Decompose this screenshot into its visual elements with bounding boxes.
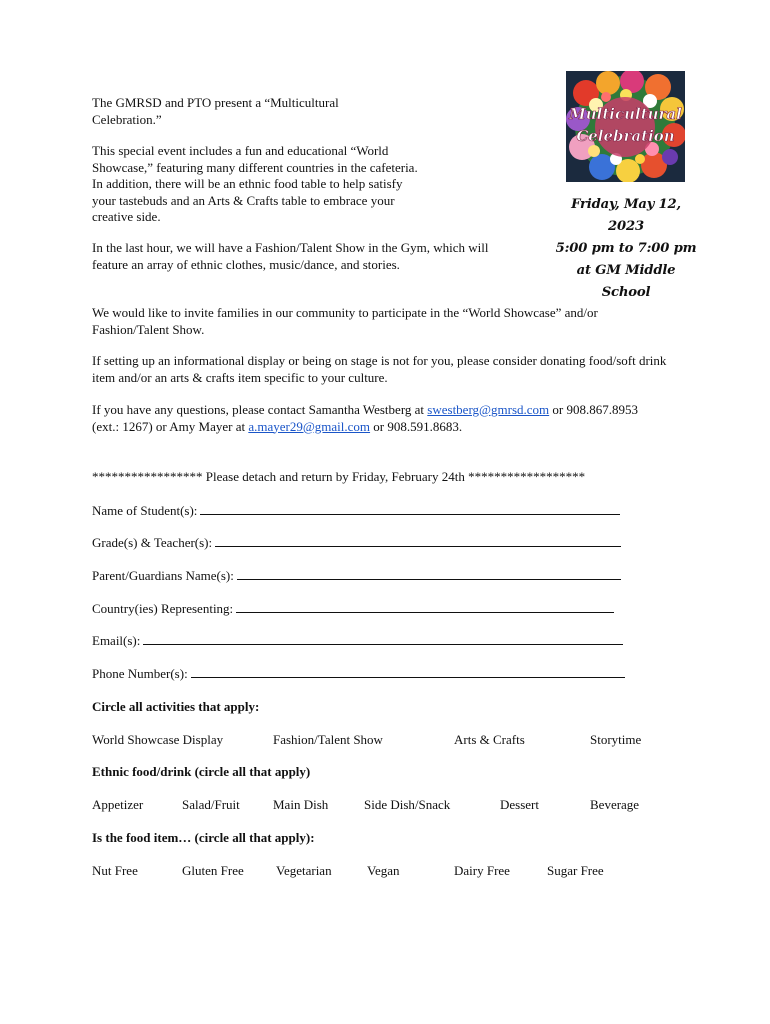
option-sugar-free[interactable]: Sugar Free <box>547 863 604 878</box>
phone-label: Phone Number(s): <box>92 666 188 681</box>
option-main-dish[interactable]: Main Dish <box>273 797 329 812</box>
country-label: Country(ies) Representing: <box>92 601 234 616</box>
option-gluten-free[interactable]: Gluten Free <box>182 863 244 878</box>
email-link-westberg[interactable]: swestberg@gmrsd.com <box>427 402 550 417</box>
food-options <box>92 797 692 815</box>
multicultural-celebration-logo <box>566 71 685 182</box>
option-vegetarian[interactable]: Vegetarian <box>276 863 332 878</box>
option-world-showcase-display[interactable]: World Showcase Display <box>92 732 224 747</box>
parent-name-field[interactable] <box>92 568 621 584</box>
event-details <box>553 194 699 304</box>
option-dairy-free[interactable]: Dairy Free <box>454 863 510 878</box>
contact-text-b: or 908.867.8953 (ext.: 1267) or Amy Mayer at <box>92 402 638 434</box>
option-salad-fruit[interactable]: Salad/Fruit <box>182 797 240 812</box>
phone-field[interactable] <box>92 666 625 682</box>
grade-teacher-field[interactable] <box>92 535 621 551</box>
option-vegan[interactable]: Vegan <box>367 863 400 878</box>
event-date: Friday, May 12, 2023 <box>571 197 681 234</box>
intro-paragraph-3: In the last hour, we will have a Fashion/Talent Show in the Gym, which will feature an array of ethnic clothes, music/dance, and stories. <box>92 240 489 272</box>
contact-text-c: or 908.591.8683. <box>373 418 463 434</box>
activities-heading: Circle all activities that apply: <box>92 699 260 714</box>
option-beverage[interactable]: Beverage <box>590 797 640 812</box>
diet-heading: Is the food item… (circle all that apply): <box>92 830 315 845</box>
flower-wreath-image <box>566 71 685 182</box>
diet-options <box>92 863 692 881</box>
contact-text-a: If you have any questions, please contact Samantha Westberg at <box>92 402 425 417</box>
option-fashion-talent-show[interactable]: Fashion/Talent Show <box>273 732 383 747</box>
option-appetizer[interactable]: Appetizer <box>92 797 144 812</box>
email-field[interactable] <box>92 633 623 649</box>
option-dessert[interactable]: Dessert <box>500 797 539 812</box>
event-location: at GM Middle School <box>576 263 676 300</box>
parent-name-line[interactable] <box>237 568 621 580</box>
logo-text-line2: Celebration <box>576 127 675 145</box>
email-line[interactable] <box>143 633 623 645</box>
option-side-dish-snack[interactable]: Side Dish/Snack <box>364 797 451 812</box>
parent-name-label: Parent/Guardians Name(s): <box>92 568 234 583</box>
option-storytime[interactable]: Storytime <box>590 732 642 747</box>
food-heading: Ethnic food/drink (circle all that apply) <box>92 764 311 779</box>
donation-paragraph: If setting up an informational display or being on stage is not for you, please consider donating food/soft drink item and/or an arts & crafts item specific to your culture. <box>92 353 667 385</box>
country-line[interactable] <box>236 601 614 613</box>
option-arts-crafts[interactable]: Arts & Crafts <box>454 732 525 747</box>
grade-teacher-label: Grade(s) & Teacher(s): <box>92 535 213 550</box>
event-time: 5:00 pm to 7:00 pm <box>555 241 697 256</box>
grade-teacher-line[interactable] <box>215 535 621 547</box>
detach-notice: ***************** Please detach and return by Friday, February 24th ****************** <box>92 469 586 484</box>
invite-paragraph: We would like to invite families in our community to participate in the “World Showcase” and/or Fashion/Talent Show. <box>92 305 598 337</box>
student-name-field[interactable] <box>92 503 620 519</box>
intro-paragraph-1: The GMRSD and PTO present a “Multicultural Celebration.” <box>92 95 339 127</box>
activities-options <box>92 732 692 750</box>
country-field[interactable] <box>92 601 614 617</box>
student-name-line[interactable] <box>200 503 620 515</box>
student-name-label: Name of Student(s): <box>92 503 198 518</box>
logo-text-line1: Multicultural <box>569 105 682 123</box>
email-link-mayer[interactable]: a.mayer29@gmail.com <box>248 418 371 434</box>
intro-paragraph-2: This special event includes a fun and educational “World Showcase,” featuring many different countries in the cafeteria. In addition, there will be an ethnic food table to help satisfy your tastebuds and an Arts & Crafts table to embrace your creative side. <box>92 143 418 224</box>
contact-paragraph <box>92 402 652 435</box>
email-label: Email(s): <box>92 633 141 648</box>
phone-line[interactable] <box>191 666 625 678</box>
option-nut-free[interactable]: Nut Free <box>92 863 138 878</box>
